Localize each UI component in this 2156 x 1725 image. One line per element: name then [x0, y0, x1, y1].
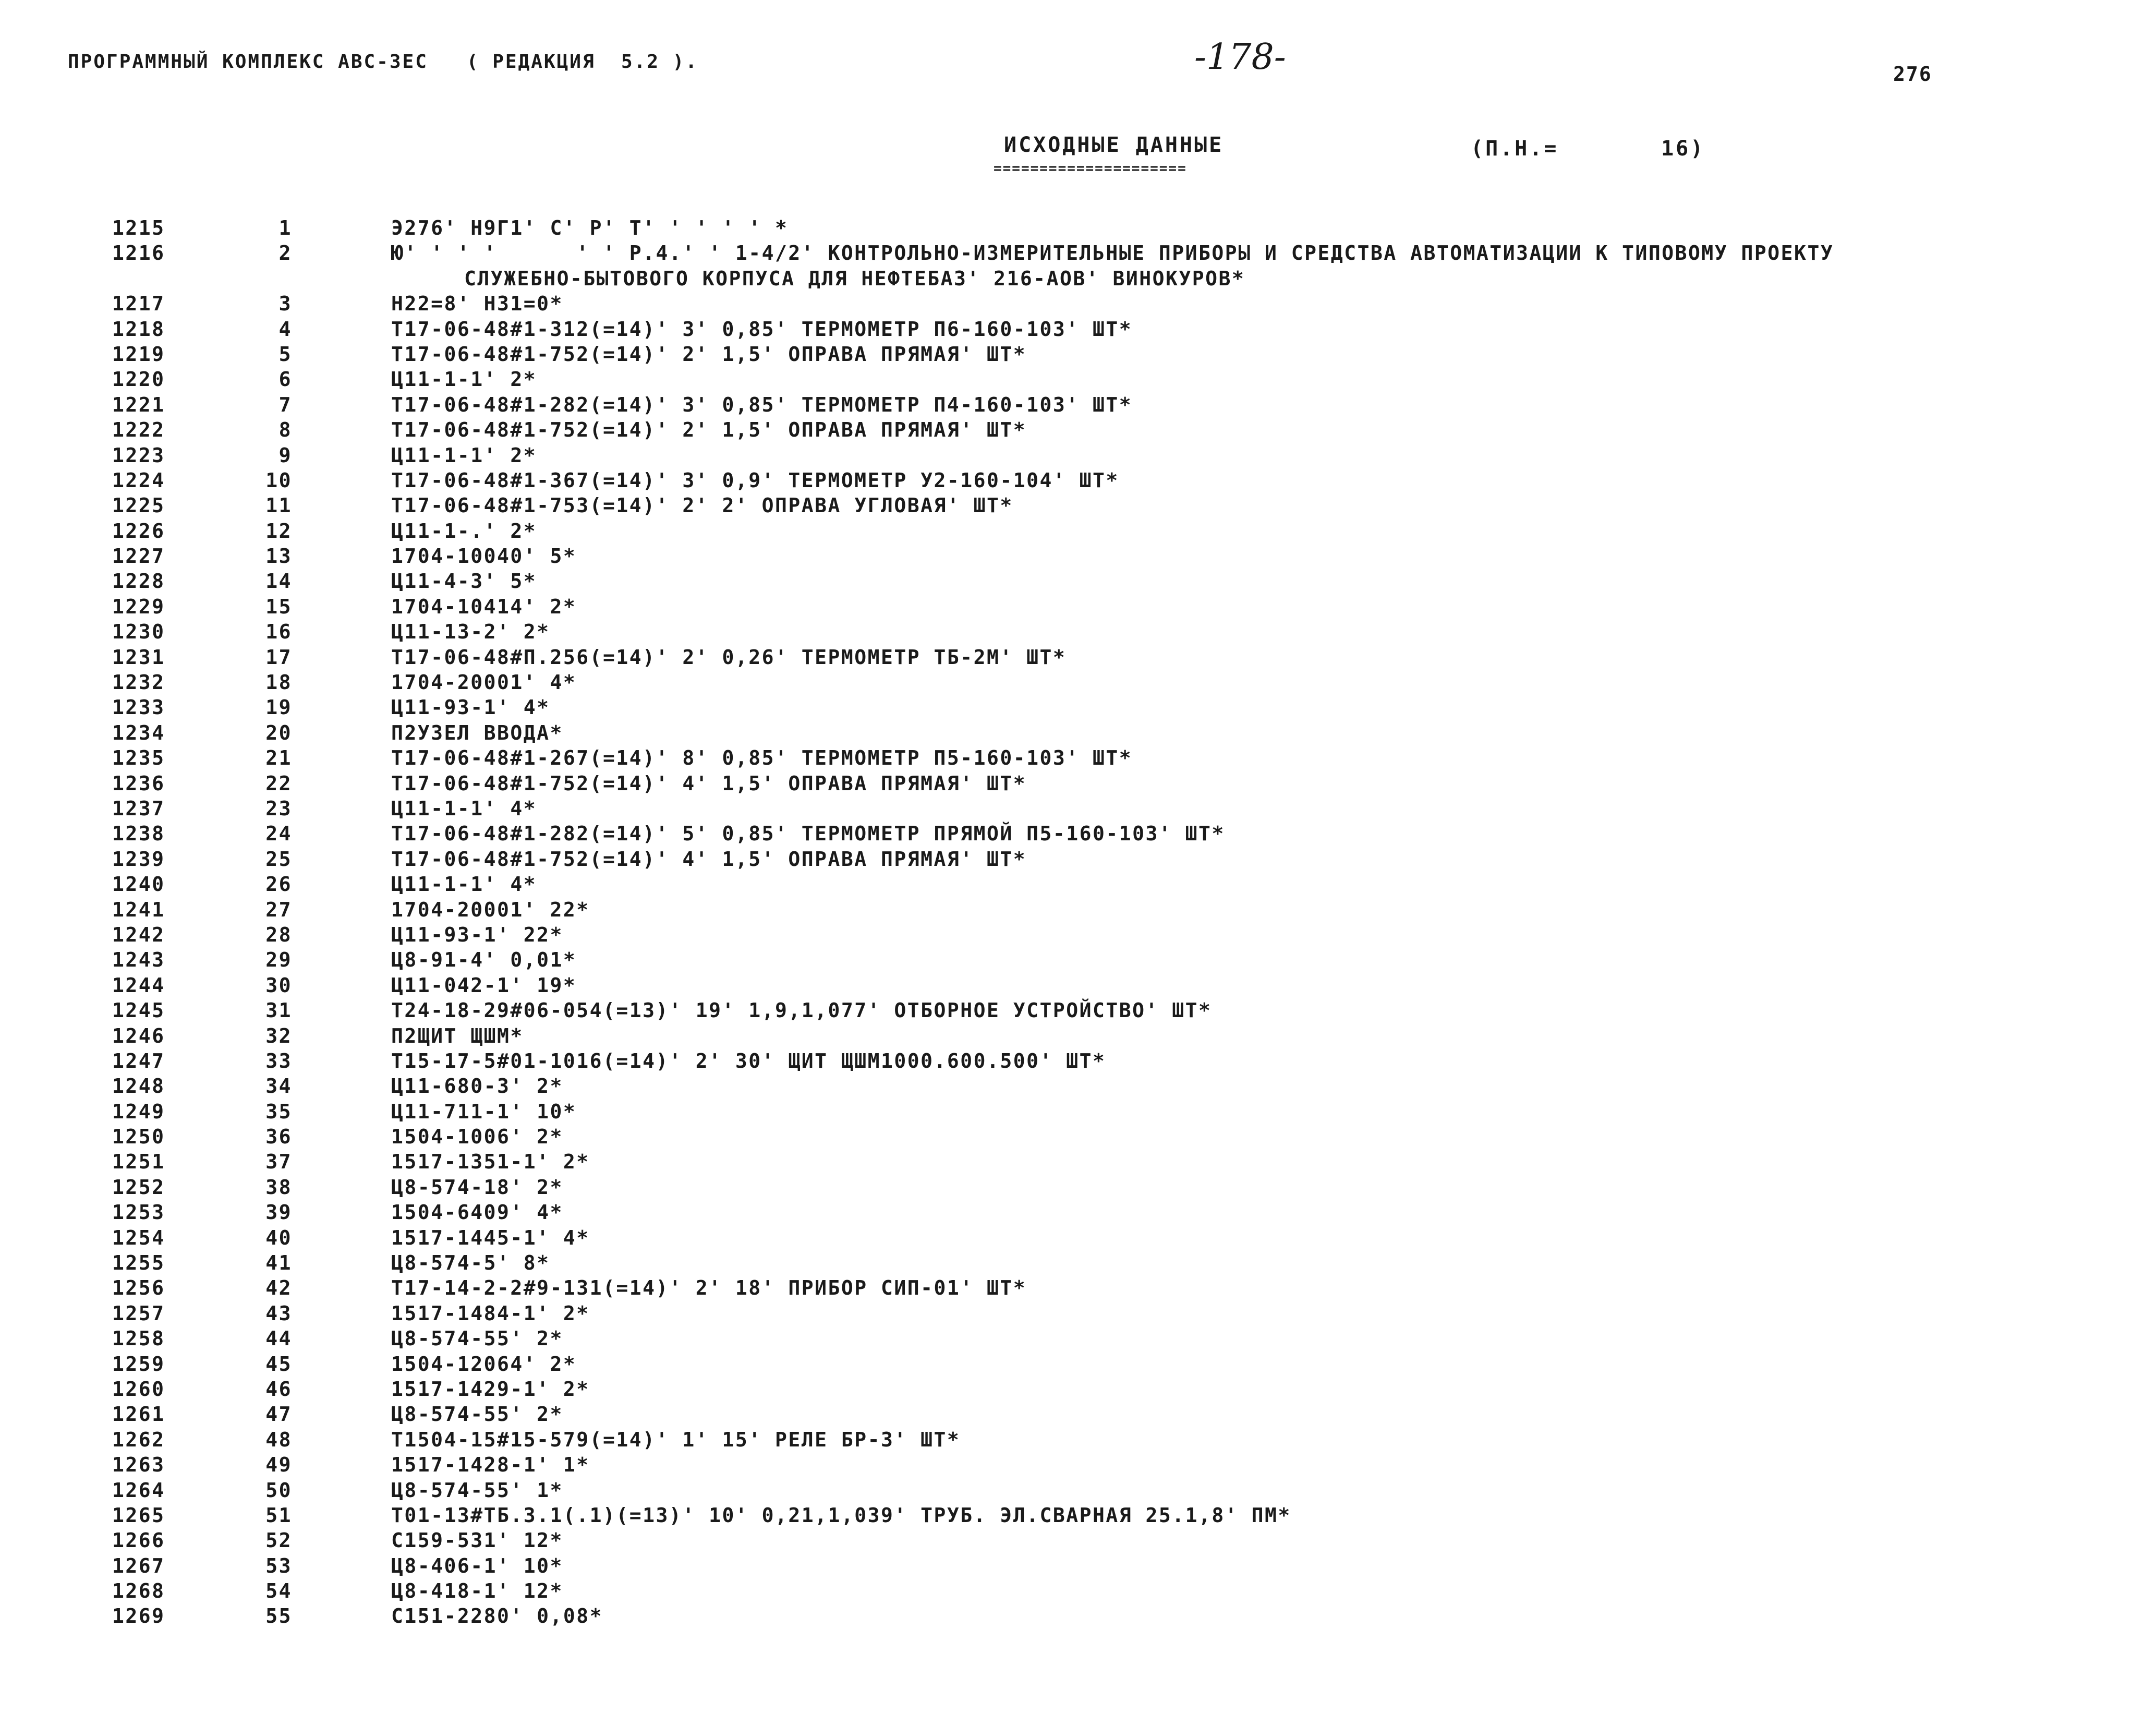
record-row	[0, 1100, 2156, 1125]
record-line-number: 1269	[112, 1605, 165, 1628]
record-row	[0, 797, 2156, 822]
record-sequence-number: 4	[278, 317, 292, 341]
record-line-number: 1260	[112, 1377, 165, 1401]
record-row	[0, 898, 2156, 923]
record-line-number: 1215	[112, 216, 165, 239]
record-line-number: 1250	[112, 1125, 165, 1149]
record-line-number: 1249	[112, 1100, 165, 1123]
record-sequence-number: 34	[265, 1075, 292, 1098]
record-sequence-number: 38	[265, 1175, 292, 1199]
record-sequence-number: 30	[265, 973, 292, 997]
record-row	[0, 974, 2156, 999]
record-text: П2ЩИТ ЩШМ*	[391, 1024, 524, 1047]
record-sequence-number: 29	[265, 948, 292, 972]
record-line-number: 1248	[112, 1075, 165, 1098]
record-line-number: 1221	[112, 393, 165, 416]
record-text: Ц11-711-1' 10*	[391, 1100, 577, 1123]
record-sequence-number: 15	[265, 595, 292, 618]
record-line-number: 1228	[112, 570, 165, 593]
record-line-number: 1232	[112, 671, 165, 694]
record-sequence-number: 16	[265, 620, 292, 644]
record-sequence-number: 22	[265, 771, 292, 795]
record-text: Ц8-574-55' 1*	[391, 1478, 563, 1502]
record-row	[0, 469, 2156, 494]
record-sequence-number: 54	[265, 1579, 292, 1603]
record-line-number: 1236	[112, 771, 165, 795]
record-text: Ц11-1-1' 2*	[391, 443, 537, 467]
record-line-number: 1263	[112, 1453, 165, 1477]
record-line-number: 1227	[112, 545, 165, 568]
record-text: Ц11-1-1' 2*	[391, 368, 537, 391]
record-text: Ц11-042-1' 19*	[391, 973, 577, 997]
record-row	[0, 948, 2156, 973]
record-row	[0, 923, 2156, 948]
record-text: Ц8-91-4' 0,01*	[391, 948, 577, 972]
record-line-number: 1247	[112, 1049, 165, 1072]
record-row	[0, 1125, 2156, 1150]
record-text: 1704-10414' 2*	[391, 595, 577, 618]
record-sequence-number: 18	[265, 671, 292, 694]
record-row	[0, 343, 2156, 368]
record-text: Т17-06-48#1-752(=14)' 2' 1,5' ОПРАВА ПРЯМАЯ' ШТ*	[391, 418, 1027, 442]
record-row	[0, 822, 2156, 847]
record-sequence-number: 41	[265, 1251, 292, 1275]
record-text: Ц11-1-1' 4*	[391, 873, 537, 896]
record-sequence-number: 1	[278, 216, 292, 239]
record-row	[0, 696, 2156, 721]
record-sequence-number: 6	[278, 368, 292, 391]
record-text: 1504-12064' 2*	[391, 1352, 577, 1376]
record-line-number: 1253	[112, 1201, 165, 1224]
record-line-number: 1218	[112, 317, 165, 341]
record-sequence-number: 3	[278, 292, 292, 316]
record-text: 1517-1351-1' 2*	[391, 1150, 590, 1174]
record-row	[0, 1453, 2156, 1478]
record-row	[0, 999, 2156, 1024]
record-row	[0, 1024, 2156, 1050]
record-text: Т17-06-48#1-753(=14)' 2' 2' ОПРАВА УГЛОВАЯ' ШТ*	[391, 494, 1013, 517]
record-text: Э276' Н9Г1' С' Р' Т' ' ' ' ' *	[391, 216, 789, 239]
record-text: Ц11-93-1' 22*	[391, 923, 563, 946]
record-row	[0, 772, 2156, 797]
record-line-number: 1239	[112, 847, 165, 871]
record-row	[0, 1554, 2156, 1579]
record-text: Т17-06-48#П.256(=14)' 2' 0,26' ТЕРМОМЕТР ТБ-2М' ШТ*	[391, 645, 1067, 669]
record-line-number: 1261	[112, 1403, 165, 1426]
record-sequence-number: 35	[265, 1100, 292, 1123]
record-text: Н22=8' Н31=0*	[391, 292, 563, 316]
record-row	[0, 1302, 2156, 1327]
record-sequence-number: 32	[265, 1024, 292, 1047]
record-sequence-number: 43	[265, 1301, 292, 1325]
record-row	[0, 848, 2156, 873]
record-text: Ц8-574-5' 8*	[391, 1251, 550, 1275]
record-row	[0, 721, 2156, 746]
record-text: 1517-1428-1' 1*	[391, 1453, 590, 1477]
record-row	[0, 444, 2156, 469]
record-line-number: 1254	[112, 1226, 165, 1249]
record-sequence-number: 27	[265, 898, 292, 921]
record-line-number: 1216	[112, 242, 165, 265]
record-line-number: 1222	[112, 418, 165, 442]
record-text: Т17-14-2-2#9-131(=14)' 2' 18' ПРИБОР СИП-01' ШТ*	[391, 1276, 1027, 1300]
record-sequence-number: 40	[265, 1226, 292, 1249]
record-line-number: 1226	[112, 519, 165, 542]
record-sequence-number: 14	[265, 570, 292, 593]
record-continuation-row	[0, 267, 2156, 292]
record-row	[0, 1479, 2156, 1504]
record-row	[0, 545, 2156, 570]
record-line-number: 1242	[112, 923, 165, 946]
record-line-number: 1224	[112, 468, 165, 492]
record-text: 1704-10040' 5*	[391, 545, 577, 568]
record-row	[0, 1378, 2156, 1403]
sheet-number: 276	[1893, 63, 1932, 86]
record-text: Ц8-574-55' 2*	[391, 1327, 563, 1350]
record-sequence-number: 49	[265, 1453, 292, 1477]
record-text: Т17-06-48#1-752(=14)' 2' 1,5' ОПРАВА ПРЯМАЯ' ШТ*	[391, 342, 1027, 366]
record-text: С151-2280' 0,08*	[391, 1605, 603, 1628]
record-sequence-number: 25	[265, 847, 292, 871]
record-sequence-number: 39	[265, 1201, 292, 1224]
record-sequence-number: 33	[265, 1049, 292, 1072]
record-row	[0, 1403, 2156, 1428]
record-line-number: 1243	[112, 948, 165, 972]
record-row	[0, 1276, 2156, 1301]
record-sequence-number: 21	[265, 746, 292, 770]
record-sequence-number: 50	[265, 1478, 292, 1502]
record-text: 1504-6409' 4*	[391, 1201, 563, 1224]
record-sequence-number: 10	[265, 468, 292, 492]
record-sequence-number: 7	[278, 393, 292, 416]
record-sequence-number: 24	[265, 822, 292, 846]
record-line-number: 1255	[112, 1251, 165, 1275]
record-text: Т15-17-5#01-1016(=14)' 2' 30' ЩИТ ЩШМ1000.600.500' ШТ*	[391, 1049, 1106, 1072]
record-line-number: 1251	[112, 1150, 165, 1174]
record-text: 1517-1445-1' 4*	[391, 1226, 590, 1249]
record-text: Ц11-93-1' 4*	[391, 696, 550, 719]
record-line-number: 1252	[112, 1175, 165, 1199]
record-line-number: 1258	[112, 1327, 165, 1350]
record-line-number: 1238	[112, 822, 165, 846]
record-row	[0, 1226, 2156, 1251]
record-sequence-number: 42	[265, 1276, 292, 1300]
record-line-number: 1219	[112, 342, 165, 366]
record-row	[0, 646, 2156, 671]
record-row	[0, 1251, 2156, 1276]
record-line-number: 1229	[112, 595, 165, 618]
record-sequence-number: 8	[278, 418, 292, 442]
record-line-number: 1257	[112, 1301, 165, 1325]
record-row	[0, 1504, 2156, 1529]
record-row	[0, 1529, 2156, 1554]
record-text: 1704-20001' 4*	[391, 671, 577, 694]
record-line-number: 1235	[112, 746, 165, 770]
record-sequence-number: 52	[265, 1529, 292, 1552]
record-sequence-number: 55	[265, 1605, 292, 1628]
program-header: ПРОГРАММНЫЙ КОМПЛЕКС АВС-ЗЕС ( РЕДАКЦИЯ 5.2 ).	[68, 51, 699, 73]
record-text: Ц11-4-3' 5*	[391, 570, 537, 593]
record-text: Т24-18-29#06-054(=13)' 19' 1,9,1,077' ОТБОРНОЕ УСТРОЙСТВО' ШТ*	[391, 999, 1212, 1022]
record-line-number: 1265	[112, 1503, 165, 1527]
record-row	[0, 418, 2156, 443]
record-row	[0, 620, 2156, 645]
record-row	[0, 570, 2156, 595]
record-row	[0, 671, 2156, 696]
record-row	[0, 746, 2156, 771]
record-sequence-number: 17	[265, 645, 292, 669]
record-line-number: 1259	[112, 1352, 165, 1376]
record-sequence-number: 37	[265, 1150, 292, 1174]
record-line-number: 1223	[112, 443, 165, 467]
record-continuation-text: СЛУЖЕБНО-БЫТОВОГО КОРПУСА ДЛЯ НЕФТЕБАЗ' 216-АОВ' ВИНОКУРОВ*	[464, 267, 1245, 290]
record-line-number: 1220	[112, 368, 165, 391]
record-sequence-number: 11	[265, 494, 292, 517]
record-sequence-number: 12	[265, 519, 292, 542]
record-row	[0, 1579, 2156, 1605]
record-text: Ц8-574-18' 2*	[391, 1175, 563, 1199]
record-line-number: 1268	[112, 1579, 165, 1603]
record-line-number: 1225	[112, 494, 165, 517]
record-text: Т17-06-48#1-367(=14)' 3' 0,9' ТЕРМОМЕТР У2-160-104' ШТ*	[391, 468, 1119, 492]
record-sequence-number: 13	[265, 545, 292, 568]
record-text: Ц11-13-2' 2*	[391, 620, 550, 644]
record-row	[0, 873, 2156, 898]
record-row	[0, 520, 2156, 545]
record-sequence-number: 36	[265, 1125, 292, 1149]
record-row	[0, 595, 2156, 620]
record-sequence-number: 45	[265, 1352, 292, 1376]
record-text: Ц11-680-3' 2*	[391, 1075, 563, 1098]
record-text: Т17-06-48#1-282(=14)' 5' 0,85' ТЕРМОМЕТР ПРЯМОЙ П5-160-103' ШТ*	[391, 822, 1225, 846]
record-line-number: 1237	[112, 797, 165, 820]
record-text: Т17-06-48#1-752(=14)' 4' 1,5' ОПРАВА ПРЯМАЯ' ШТ*	[391, 771, 1027, 795]
record-line-number: 1267	[112, 1554, 165, 1577]
record-row	[0, 1176, 2156, 1201]
record-text: Т17-06-48#1-752(=14)' 4' 1,5' ОПРАВА ПРЯМАЯ' ШТ*	[391, 847, 1027, 871]
record-sequence-number: 26	[265, 873, 292, 896]
handwritten-page-number: -178-	[1194, 37, 1286, 78]
record-row	[0, 216, 2156, 242]
section-reference: (П.Н.= 16)	[1471, 137, 1705, 161]
record-sequence-number: 2	[278, 242, 292, 265]
record-row	[0, 1353, 2156, 1378]
record-row	[0, 1327, 2156, 1352]
record-row	[0, 318, 2156, 343]
record-line-number: 1256	[112, 1276, 165, 1300]
record-sequence-number: 23	[265, 797, 292, 820]
record-text: Т17-06-48#1-267(=14)' 8' 0,85' ТЕРМОМЕТР П5-160-103' ШТ*	[391, 746, 1133, 770]
record-sequence-number: 9	[278, 443, 292, 467]
record-text: П2УЗЕЛ ВВОДА*	[391, 721, 563, 744]
record-line-number: 1241	[112, 898, 165, 921]
record-text: 1517-1484-1' 2*	[391, 1301, 590, 1325]
record-text: Т17-06-48#1-282(=14)' 3' 0,85' ТЕРМОМЕТР П4-160-103' ШТ*	[391, 393, 1133, 416]
record-line-number: 1245	[112, 999, 165, 1022]
record-line-number: 1266	[112, 1529, 165, 1552]
record-text: Т17-06-48#1-312(=14)' 3' 0,85' ТЕРМОМЕТР П6-160-103' ШТ*	[391, 317, 1133, 341]
record-row	[0, 292, 2156, 317]
record-text: Ц11-1-.' 2*	[391, 519, 537, 542]
record-text: Т1504-15#15-579(=14)' 1' 15' РЕЛЕ БР-3' ШТ*	[391, 1428, 961, 1451]
record-sequence-number: 44	[265, 1327, 292, 1350]
record-row	[0, 1605, 2156, 1630]
record-line-number: 1231	[112, 645, 165, 669]
record-line-number: 1264	[112, 1478, 165, 1502]
record-text: 1504-1006' 2*	[391, 1125, 563, 1149]
record-sequence-number: 48	[265, 1428, 292, 1451]
record-text: Ц8-418-1' 12*	[391, 1579, 563, 1603]
record-text: Ц11-1-1' 4*	[391, 797, 537, 820]
record-sequence-number: 28	[265, 923, 292, 946]
record-sequence-number: 20	[265, 721, 292, 744]
record-line-number: 1217	[112, 292, 165, 316]
record-sequence-number: 46	[265, 1377, 292, 1401]
record-row	[0, 393, 2156, 418]
record-row	[0, 494, 2156, 519]
record-text: Ц8-574-55' 2*	[391, 1403, 563, 1426]
record-sequence-number: 51	[265, 1503, 292, 1527]
records-listing	[0, 216, 2156, 1630]
record-text: Ц8-406-1' 10*	[391, 1554, 563, 1577]
record-line-number: 1240	[112, 873, 165, 896]
record-sequence-number: 31	[265, 999, 292, 1022]
record-line-number: 1230	[112, 620, 165, 644]
record-line-number: 1233	[112, 696, 165, 719]
record-sequence-number: 5	[278, 342, 292, 366]
record-text: С159-531' 12*	[391, 1529, 563, 1552]
record-line-number: 1234	[112, 721, 165, 744]
record-row	[0, 1150, 2156, 1175]
section-title: ИСХОДНЫЕ ДАННЫЕ	[1004, 133, 1224, 157]
record-text: Ю' ' ' ' ' ' Р.4.' ' 1-4/2' КОНТРОЛЬНО-ИЗМЕРИТЕЛЬНЫЕ ПРИБОРЫ И СРЕДСТВА АВТОМАТИЗАЦИИ К ТИПОВОМУ ПРОЕКТУ	[391, 242, 1834, 265]
record-sequence-number: 19	[265, 696, 292, 719]
record-line-number: 1262	[112, 1428, 165, 1451]
record-row	[0, 1201, 2156, 1226]
record-text: Т01-13#ТБ.3.1(.1)(=13)' 10' 0,21,1,039' ТРУБ. ЭЛ.СВАРНАЯ 25.1,8' ПМ*	[391, 1503, 1291, 1527]
record-row	[0, 242, 2156, 267]
record-line-number: 1244	[112, 973, 165, 997]
record-sequence-number: 47	[265, 1403, 292, 1426]
record-line-number: 1246	[112, 1024, 165, 1047]
record-row	[0, 368, 2156, 393]
record-text: 1704-20001' 22*	[391, 898, 590, 921]
record-row	[0, 1075, 2156, 1100]
record-row	[0, 1428, 2156, 1453]
record-row	[0, 1050, 2156, 1075]
section-title-underline: =====================	[994, 161, 1187, 176]
record-text: 1517-1429-1' 2*	[391, 1377, 590, 1401]
record-sequence-number: 53	[265, 1554, 292, 1577]
